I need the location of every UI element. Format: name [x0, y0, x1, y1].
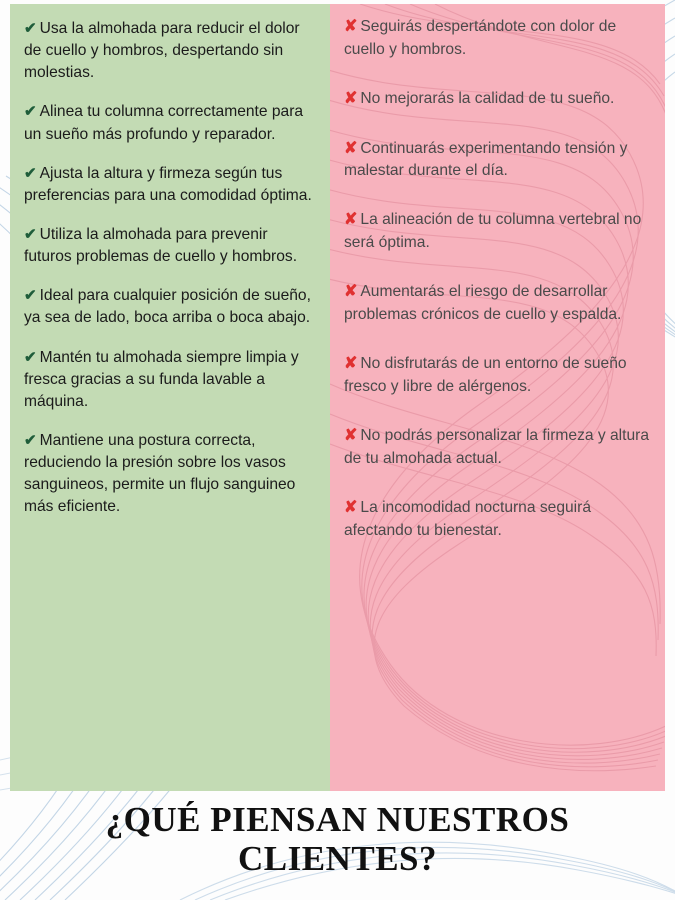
list-item	[344, 281, 651, 326]
list-item-text: Mantiene una postura correcta, reduciendo la presión sobre los vasos sanguineos, permite un flujo sanguineo más eficiente.	[24, 431, 296, 516]
list-item-text: Alinea tu columna correctamente para un sueño más profundo y reparador.	[24, 103, 304, 143]
check-icon: ✔	[24, 103, 37, 121]
list-item	[344, 497, 651, 542]
cross-icon: ✘	[344, 498, 358, 516]
list-item-text: La incomodidad nocturna seguirá afectando tu bienestar.	[344, 498, 592, 539]
list-item	[344, 353, 651, 398]
list-item-text: Utiliza la almohada para prevenir futuros problemas de cuello y hombros.	[24, 225, 298, 266]
cons-column	[330, 4, 665, 791]
list-item-text: No disfrutarás de un entorno de sueño fresco y libre de alérgenos.	[344, 355, 627, 395]
cross-icon: ✘	[344, 427, 358, 445]
page-title-line-1: ¿QUÉ PIENSAN NUESTROS	[105, 800, 570, 839]
list-item	[344, 209, 651, 254]
cross-icon: ✘	[344, 89, 358, 107]
comparison-table	[10, 4, 665, 791]
check-icon: ✔	[24, 20, 37, 37]
cross-icon: ✘	[344, 18, 358, 35]
list-item-text: Ajusta la altura y firmeza según tus preferencias para una comodidad óptima.	[24, 164, 312, 204]
page-title	[0, 800, 675, 878]
cons-list	[344, 16, 651, 542]
list-item-text: Usa la almohada para reducir el dolor de cuello y hombros, despertando sin molestias.	[24, 20, 300, 82]
list-item	[24, 18, 314, 84]
list-item	[344, 425, 651, 470]
cross-icon: ✘	[344, 283, 358, 301]
list-item-text: Seguirás despertándote con dolor de cuello y hombros.	[344, 18, 617, 58]
cross-icon: ✘	[344, 139, 358, 157]
list-item	[344, 88, 651, 111]
page-title-line-2: CLIENTES?	[237, 839, 438, 879]
check-icon: ✔	[24, 348, 37, 366]
pros-column	[10, 4, 330, 791]
list-item-text: Ideal para cualquier posición de sueño, ya sea de lado, boca arriba o boca abajo.	[24, 287, 311, 327]
cross-icon: ✘	[344, 355, 358, 373]
check-icon: ✔	[24, 431, 37, 449]
list-item	[24, 163, 314, 207]
list-item	[24, 224, 314, 268]
list-item-text: La alineación de tu columna vertebral no será óptima.	[344, 211, 642, 252]
list-item-text: Continuarás experimentando tensión y malestar durante el día.	[344, 139, 628, 180]
list-item-text: No podrás personalizar la firmeza y altura de tu almohada actual.	[344, 427, 650, 467]
list-item	[24, 430, 314, 519]
list-item	[24, 285, 314, 329]
check-icon: ✔	[24, 225, 37, 243]
list-item	[344, 138, 651, 183]
check-icon: ✔	[24, 287, 37, 305]
list-item-text: Mantén tu almohada siempre limpia y fresca gracias a su funda lavable a máquina.	[24, 348, 299, 410]
list-item	[24, 101, 314, 145]
cross-icon: ✘	[344, 211, 358, 229]
list-item	[24, 347, 314, 413]
check-icon: ✔	[24, 164, 37, 182]
list-item-text: Aumentarás el riesgo de desarrollar problemas crónicos de cuello y espalda.	[344, 283, 622, 324]
list-item-text: No mejorarás la calidad de tu sueño.	[360, 89, 615, 107]
pros-list	[24, 18, 314, 519]
list-item	[344, 16, 651, 61]
